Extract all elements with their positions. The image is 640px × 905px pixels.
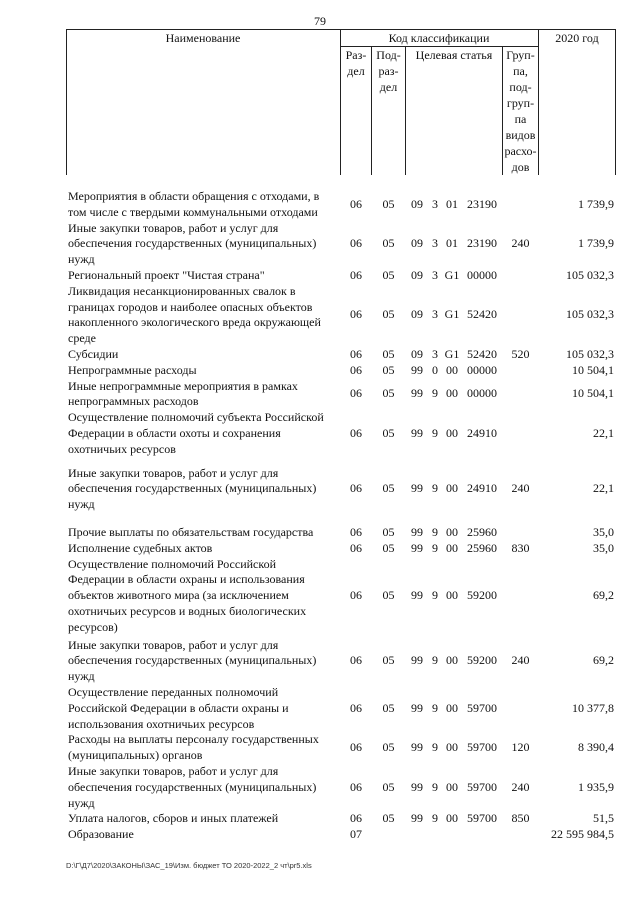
cell-rz: 06 [350, 700, 362, 715]
row-name-line: Осуществление полномочий субъекта Российской [68, 410, 324, 425]
row-name-line: Иные закупки товаров, работ и услуг для [68, 220, 279, 235]
table-row [66, 363, 616, 379]
cell-amount: 10 504,1 [572, 386, 614, 401]
table-row [66, 284, 616, 347]
cell-cs3: 59700 [467, 700, 497, 715]
cell-cs0: 09 [411, 346, 423, 361]
row-name-line: нужд [68, 497, 95, 512]
cell-cs2: 00 [446, 740, 458, 755]
cell-cs0: 99 [411, 425, 423, 440]
row-name [68, 268, 340, 284]
table-row [66, 764, 616, 811]
cell-cs0: 99 [411, 386, 423, 401]
row-name-line: накопленного экологического вреда окружающей [68, 315, 321, 330]
row-name-line: Иные непрограммные мероприятия в рамках [68, 378, 298, 393]
cell-amount: 35,0 [593, 524, 614, 539]
table-row [66, 347, 616, 363]
cell-cs1: 3 [432, 307, 438, 322]
table-row [66, 811, 616, 827]
row-name-line: Ликвидация несанкционированных свалок в [68, 283, 296, 298]
file-path-footer: D:\Г\Д7\2020\ЗАКОНЫ\ЗАС_19\Изм. бюджет ТО 2020-2022_2 чт\рr5.xls [66, 861, 312, 870]
cell-pr: 05 [382, 386, 395, 401]
row-name-line: объектов животного мира (за исключением [68, 588, 289, 603]
cell-vr: 240 [511, 236, 530, 251]
cell-cs2: 00 [446, 779, 458, 794]
row-name [68, 764, 340, 811]
cell-cs3: 23190 [467, 236, 497, 251]
header-code-classification: Код классификации [388, 31, 490, 45]
page-number: 79 [314, 14, 326, 28]
cell-cs0: 99 [411, 740, 423, 755]
cell-amount: 8 390,4 [578, 740, 614, 755]
row-name-line: Осуществление полномочий Российской [68, 556, 277, 571]
cell-cs1: 9 [432, 540, 438, 555]
cell-amount: 22 595 984,5 [551, 827, 614, 842]
cell-vr: 240 [511, 653, 530, 668]
row-name-line: нужд [68, 252, 95, 267]
table-row [66, 541, 616, 557]
cell-cs2: 00 [446, 524, 458, 539]
row-name-line: Субсидии [68, 346, 119, 361]
cell-cs2: G1 [444, 346, 460, 361]
cell-rz: 06 [350, 386, 362, 401]
row-name [68, 189, 340, 221]
cell-vr: 830 [511, 540, 530, 555]
cell-cs2: 00 [446, 481, 458, 496]
cell-pr: 05 [382, 267, 395, 282]
cell-amount: 10 504,1 [572, 362, 614, 377]
cell-amount: 69,2 [593, 653, 614, 668]
cell-cs1: 9 [432, 811, 438, 826]
cell-cs0: 99 [411, 779, 423, 794]
cell-cs2: 00 [446, 653, 458, 668]
row-name-line: Федерации в области охраны и использования [68, 572, 305, 587]
cell-vr: 240 [511, 779, 530, 794]
cell-rz: 06 [350, 779, 362, 794]
cell-rz: 06 [350, 540, 362, 555]
cell-cs0: 09 [411, 307, 423, 322]
cell-pr: 05 [382, 740, 395, 755]
row-name-line: непрограммных расходов [68, 394, 199, 409]
table-row [66, 827, 616, 843]
cell-cs0: 09 [411, 267, 423, 282]
cell-cs3: 59700 [467, 779, 497, 794]
row-name-line: обеспечения государственных (муниципальных) [68, 481, 317, 496]
cell-cs3: 00000 [467, 362, 497, 377]
row-name-line: Региональный проект "Чистая страна" [68, 267, 265, 282]
cell-cs2: 00 [446, 811, 458, 826]
cell-rz: 06 [350, 425, 362, 440]
row-name-line: Образование [68, 827, 134, 842]
row-name [68, 363, 340, 379]
cell-amount: 51,5 [593, 811, 614, 826]
cell-rz: 06 [350, 588, 362, 603]
cell-rz: 06 [350, 524, 362, 539]
row-name [68, 827, 340, 843]
header-group: Груп- па, под- груп- па видов расхо- дов [504, 48, 537, 174]
row-name [68, 525, 340, 541]
cell-cs1: 9 [432, 524, 438, 539]
row-name-line: Российской Федерации в области охраны и [68, 700, 289, 715]
cell-cs3: 00000 [467, 386, 497, 401]
cell-pr: 05 [382, 524, 395, 539]
cell-vr: 850 [511, 811, 530, 826]
cell-cs0: 99 [411, 481, 423, 496]
cell-pr: 05 [382, 236, 395, 251]
cell-rz: 06 [350, 307, 362, 322]
table-header [66, 29, 616, 175]
cell-rz: 06 [350, 236, 362, 251]
row-name [68, 410, 340, 457]
cell-cs1: 9 [432, 588, 438, 603]
cell-vr: 240 [511, 481, 530, 496]
row-name-line: обеспечения государственных (муниципальных) [68, 779, 317, 794]
table-row [66, 221, 616, 268]
cell-cs3: 59200 [467, 588, 497, 603]
row-name-line: нужд [68, 669, 95, 684]
row-name-line: охотничьих ресурсов [68, 441, 176, 456]
cell-cs0: 99 [411, 540, 423, 555]
cell-amount: 10 377,8 [572, 700, 614, 715]
cell-cs1: 9 [432, 386, 438, 401]
cell-cs2: 00 [446, 425, 458, 440]
row-name-line: границах городов и наиболее опасных объектов [68, 299, 313, 314]
cell-vr: 520 [511, 346, 530, 361]
row-name-line: Прочие выплаты по обязательствам государства [68, 524, 314, 539]
cell-cs0: 99 [411, 362, 423, 377]
cell-cs3: 59700 [467, 740, 497, 755]
row-name [68, 732, 340, 764]
cell-rz: 06 [350, 740, 362, 755]
cell-amount: 1 739,9 [578, 196, 614, 211]
cell-cs2: G1 [444, 307, 460, 322]
cell-amount: 69,2 [593, 588, 614, 603]
cell-cs2: 00 [446, 700, 458, 715]
row-name-line: использования охотничьих ресурсов [68, 716, 255, 731]
row-name-line: том числе с твердыми коммунальными отходами [68, 204, 318, 219]
table-row [66, 379, 616, 411]
cell-cs1: 9 [432, 779, 438, 794]
row-name-line: (муниципальных) органов [68, 748, 203, 763]
cell-cs3: 00000 [467, 267, 497, 282]
row-name [68, 347, 340, 363]
table-row [66, 466, 616, 513]
row-name-line: Осуществление переданных полномочий [68, 684, 279, 699]
cell-pr: 05 [382, 779, 395, 794]
cell-cs2: 01 [446, 236, 458, 251]
row-name-line: Расходы на выплаты персоналу государственных [68, 732, 319, 747]
cell-rz: 06 [350, 481, 362, 496]
cell-rz: 06 [350, 346, 362, 361]
row-name [68, 685, 340, 732]
cell-pr: 05 [382, 588, 395, 603]
cell-cs3: 25960 [467, 524, 497, 539]
table-row [66, 525, 616, 541]
cell-cs1: 9 [432, 481, 438, 496]
cell-pr: 05 [382, 540, 395, 555]
table-row [66, 732, 616, 764]
cell-cs3: 59700 [467, 811, 497, 826]
row-name [68, 557, 340, 636]
row-name-line: Непрограммные расходы [68, 362, 197, 377]
cell-amount: 105 032,3 [566, 267, 614, 282]
cell-rz: 06 [350, 811, 362, 826]
cell-amount: 1 739,9 [578, 236, 614, 251]
row-name-line: охотничьих ресурсов и водных биологических [68, 603, 307, 618]
row-name-line: ресурсов) [68, 619, 118, 634]
row-name-line: Иные закупки товаров, работ и услуг для [68, 465, 279, 480]
row-name-line: Уплата налогов, сборов и иных платежей [68, 811, 279, 826]
table-row [66, 268, 616, 284]
cell-pr: 05 [382, 700, 395, 715]
cell-cs0: 09 [411, 196, 423, 211]
row-name-line: обеспечения государственных (муниципальных) [68, 236, 317, 251]
table-body [66, 181, 616, 843]
cell-rz: 06 [350, 653, 362, 668]
cell-rz: 06 [350, 267, 362, 282]
cell-rz: 06 [350, 362, 362, 377]
cell-pr: 05 [382, 653, 395, 668]
cell-cs2: 00 [446, 386, 458, 401]
row-name-line: Исполнение судебных актов [68, 540, 213, 555]
cell-cs0: 99 [411, 700, 423, 715]
cell-pr: 05 [382, 811, 395, 826]
cell-pr: 05 [382, 362, 395, 377]
cell-cs1: 0 [432, 362, 438, 377]
row-name-line: нужд [68, 795, 95, 810]
cell-cs2: 00 [446, 540, 458, 555]
header-razdel: Раз- дел [345, 48, 367, 78]
cell-amount: 35,0 [593, 540, 614, 555]
row-name [68, 379, 340, 411]
cell-cs2: 01 [446, 196, 458, 211]
cell-cs3: 52420 [467, 307, 497, 322]
cell-cs0: 99 [411, 588, 423, 603]
cell-rz: 07 [350, 827, 362, 842]
cell-cs3: 25960 [467, 540, 497, 555]
cell-amount: 105 032,3 [566, 307, 614, 322]
cell-cs2: G1 [444, 267, 460, 282]
row-name [68, 638, 340, 685]
cell-amount: 1 935,9 [578, 779, 614, 794]
cell-cs3: 23190 [467, 196, 497, 211]
table-row [66, 410, 616, 457]
row-name [68, 466, 340, 513]
cell-cs3: 52420 [467, 346, 497, 361]
header-podrazdel: Под- раз- дел [376, 48, 401, 94]
cell-rz: 06 [350, 196, 362, 211]
row-name [68, 221, 340, 268]
cell-cs1: 9 [432, 700, 438, 715]
row-name-line: среде [68, 331, 96, 346]
cell-vr: 120 [511, 740, 530, 755]
cell-pr: 05 [382, 307, 395, 322]
cell-cs3: 24910 [467, 481, 497, 496]
cell-amount: 105 032,3 [566, 346, 614, 361]
row-name-line: обеспечения государственных (муниципальных) [68, 653, 317, 668]
cell-cs0: 99 [411, 653, 423, 668]
row-name-line: Федерации в области охоты и сохранения [68, 425, 281, 440]
row-name-line: Иные закупки товаров, работ и услуг для [68, 637, 279, 652]
row-name [68, 541, 340, 557]
header-year: 2020 год [555, 31, 599, 45]
cell-pr: 05 [382, 425, 395, 440]
cell-cs0: 99 [411, 811, 423, 826]
row-name-line: Иные закупки товаров, работ и услуг для [68, 763, 279, 778]
cell-amount: 22,1 [593, 425, 614, 440]
cell-cs1: 9 [432, 425, 438, 440]
row-name-line: Мероприятия в области обращения с отходами, в [68, 189, 320, 203]
table-row [66, 638, 616, 685]
header-target-article: Целевая статья [415, 48, 493, 62]
cell-pr: 05 [382, 196, 395, 211]
cell-cs1: 9 [432, 653, 438, 668]
row-name [68, 284, 340, 347]
cell-cs2: 00 [446, 362, 458, 377]
cell-cs1: 9 [432, 740, 438, 755]
table-row [66, 189, 616, 221]
cell-cs3: 59200 [467, 653, 497, 668]
table-row [66, 557, 616, 636]
table-row [66, 685, 616, 732]
cell-cs1: 3 [432, 346, 438, 361]
header-name: Наименование [165, 31, 241, 45]
cell-cs1: 3 [432, 236, 438, 251]
cell-cs1: 3 [432, 267, 438, 282]
cell-cs1: 3 [432, 196, 438, 211]
cell-cs0: 99 [411, 524, 423, 539]
cell-cs0: 09 [411, 236, 423, 251]
cell-cs2: 00 [446, 588, 458, 603]
row-name [68, 811, 340, 827]
cell-amount: 22,1 [593, 481, 614, 496]
cell-cs3: 24910 [467, 425, 497, 440]
cell-pr: 05 [382, 346, 395, 361]
cell-pr: 05 [382, 481, 395, 496]
